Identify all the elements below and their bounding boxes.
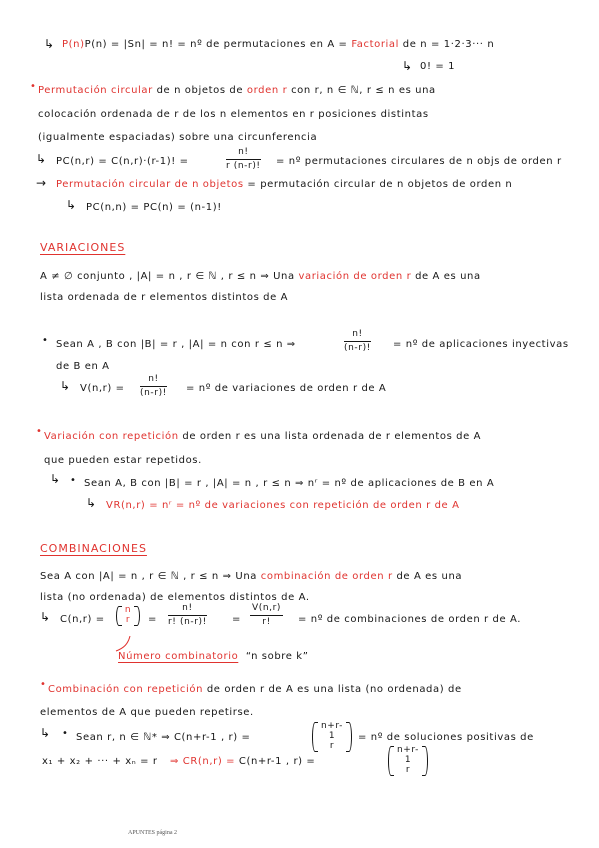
combinaciones-heading: COMBINACIONES [40, 542, 147, 555]
bullet-icon: • [30, 81, 37, 92]
comb-rep-line1: Combinación con repetición de orden r de A es una lista (no ordenada) de [48, 684, 462, 695]
factorial-term: Factorial [351, 39, 400, 50]
comb-rep-sean-rhs: = nº de soluciones positivas de [358, 732, 534, 743]
var-sean-fraction: $\frac{n!}{(n-r)!}$ [344, 329, 371, 353]
var-rep-sean: Sean A, B con |B| = r , |A| = n , r ≤ n ⇒ nʳ = nº de aplicaciones de B en A [84, 478, 495, 489]
c-fraction-2: $\frac{V(n,r)}{r!}$ [252, 603, 282, 627]
cr-binomial: n+r-1 r [394, 746, 422, 776]
var-rep-line2: que pueden estar repetidos. [44, 455, 202, 466]
vr-formula: VR(n,r) = nʳ = nº de variaciones con repetición de orden r de A [106, 500, 460, 511]
c-formula-lhs: C(n,r) = [60, 614, 105, 625]
perm-definition-line [62, 40, 494, 50]
zero-factorial: 0! = 1 [420, 61, 456, 72]
pc-formula-lhs: PC(n,r) = C(n,r)·(r-1)! = [56, 156, 189, 167]
perm-p-label: P(n) [62, 39, 85, 50]
cr-formula: ⇒ CR(n,r) = C(n+r-1 , r) = [170, 756, 316, 767]
pc-fraction: $\frac{n!}{r (n-r)!}$ [226, 147, 261, 171]
c-formula-rhs: = nº de combinaciones de orden r de A. [298, 614, 522, 625]
bullet-icon: • [70, 475, 77, 486]
v-formula-lhs: V(n,r) = [80, 383, 125, 394]
bullet-icon: • [62, 728, 69, 739]
var-rep-line1: Variación con repetición de orden r es una lista ordenada de r elementos de A [44, 431, 482, 442]
binomial-coefficient: n r [122, 606, 134, 626]
equals-sign: = [232, 614, 241, 625]
hook-arrow-icon: ↳ [36, 152, 47, 166]
comb-def-line1: Sea A con |A| = n , r ∈ ℕ , r ≤ n ⇒ Una combinación de orden r de A es una [40, 571, 463, 582]
c-fraction-1: $\frac{n!}{r! (n-r)!}$ [168, 603, 207, 627]
perm-def: P(n) = |Sn| = n! = nº de permutaciones en A = [84, 39, 352, 50]
hook-arrow-icon: ↳ [60, 379, 71, 393]
hook-arrow-icon: ↳ [50, 472, 61, 486]
comb-rep-binomial: n+r-1 r [318, 722, 346, 752]
bullet-icon: • [42, 335, 49, 346]
var-sean-rhs: = nº de aplicaciones inyectivas [393, 339, 569, 350]
hook-arrow-icon: ↳ [40, 726, 51, 740]
v-formula-rhs: = nº de variaciones de orden r de A [186, 383, 387, 394]
circ-def-line2: colocación ordenada de r de los n elementos en r posiciones distintas [38, 109, 429, 120]
var-sean-line2: de B en A [56, 361, 110, 372]
variaciones-heading: VARIACIONES [40, 241, 126, 254]
equals-sign: = [148, 614, 157, 625]
page-footer: APUNTES página 2 [128, 830, 177, 836]
hook-arrow-icon: ↳ [402, 59, 413, 73]
var-sean-line: Sean A , B con |B| = r , |A| = n con r ≤ n ⇒ [56, 339, 296, 350]
pcn-formula: PC(n,n) = PC(n) = (n-1)! [86, 202, 222, 213]
circ-title: Permutación circular [38, 85, 153, 96]
circ-def-line1: Permutación circular de n objetos de orden r con r, n ∈ ℕ, r ≤ n es una [38, 85, 436, 96]
v-fraction: $\frac{n!}{(n-r)!}$ [140, 374, 167, 398]
bullet-icon: • [40, 679, 47, 690]
numero-combinatorio-label: Número combinatorio “n sobre k” [118, 651, 309, 662]
right-arrow-icon: → [36, 176, 47, 190]
circ-n-line: Permutación circular de n objetos = permutación circular de n objetos de orden n [56, 179, 513, 190]
hook-arrow-icon: ↳ [86, 496, 97, 510]
circ-def-line3: (igualmente espaciadas) sobre una circunferencia [38, 132, 318, 143]
comb-def-line2: lista (no ordenada) de elementos distintos de A. [40, 592, 310, 603]
pc-formula-rhs: = nº permutaciones circulares de n objs de orden r [276, 156, 562, 167]
comb-rep-line2: elementos de A que pueden repetirse. [40, 707, 254, 718]
hook-arrow-icon: ↳ [40, 610, 51, 624]
equation-sum: x₁ + x₂ + ··· + xₙ = r [42, 756, 158, 767]
hook-arrow-icon: ↳ [66, 198, 77, 212]
bullet-icon: • [36, 426, 43, 437]
hook-arrow-icon: ↳ [44, 37, 55, 51]
var-def-line2: lista ordenada de r elementos distintos de A [40, 292, 289, 303]
comb-rep-sean: Sean r, n ∈ ℕ* ⇒ C(n+r-1 , r) = [76, 732, 251, 743]
var-def-line1: A ≠ ∅ conjunto , |A| = n , r ∈ ℕ , r ≤ n ⇒ Una variación de orden r de A es una [40, 271, 481, 282]
factorial-rest: de n = 1·2·3··· n [399, 39, 495, 50]
